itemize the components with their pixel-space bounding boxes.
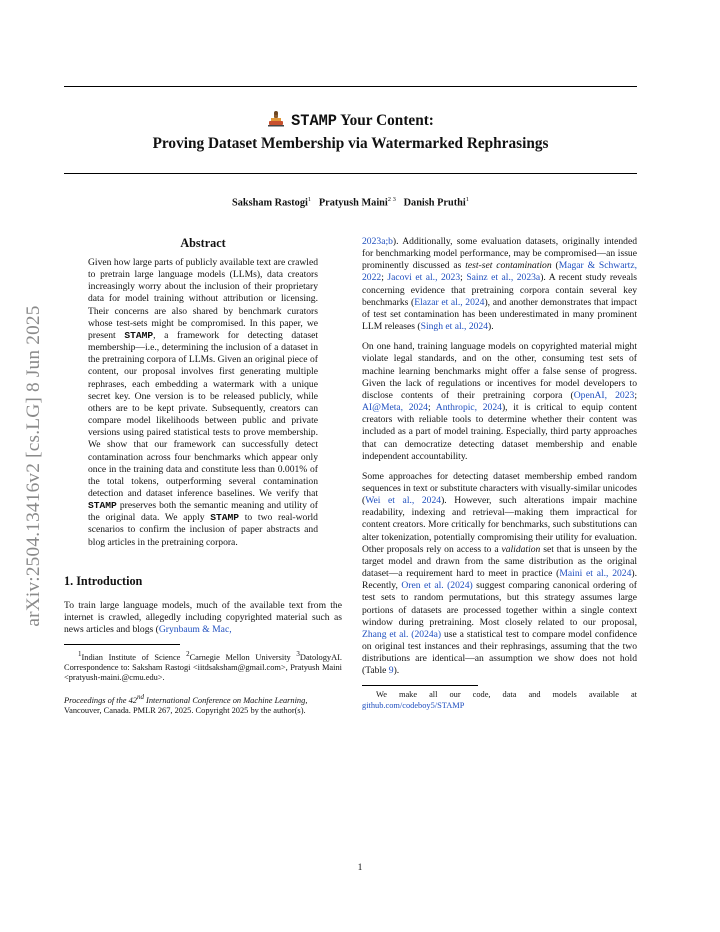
paragraph-text: ). Additionally, some evaluation datasets, originally intended for benchmarking model performance, may be compromised—an issue prominently discussed as [362,236,637,272]
table-reference-link[interactable]: 9 [388,665,394,677]
paper-title-line1 [64,110,637,132]
tool-name: STAMP [88,500,117,512]
paragraph-text: ), and another demonstrates that impact of test set contamination has been underestimated in many prominent LLM releases ( [362,296,638,333]
paragraph-text: use a statistical test to compare model confidence on original test instances and their rephrasings, assuming that the two distributions are identical—an assumption we show does not hold (Table [362,628,637,677]
footnote-rule [362,685,478,686]
author-name: Saksham Rastogi [232,197,308,209]
footnote-text: We make all our code, data and models available at [376,690,637,700]
author-list [64,196,637,208]
citation-link[interactable]: OpenAI, 2023 [573,389,635,401]
proceedings-text: , Vancouver, Canada. PMLR 267, 2025. Copyright 2025 by the author(s). [64,695,308,715]
tool-name: STAMP [291,112,337,130]
proceedings-text: International Conference on Machine Learning [143,695,306,705]
citation-link[interactable]: Sainz et al., 2023a [466,272,541,284]
affiliation-footnote [64,649,342,683]
author-affil: 2 3 [387,196,396,203]
term-italic: validation [501,543,541,555]
citation-link[interactable]: Wei et al., 2024 [365,495,442,507]
paragraph-text: ; [634,389,637,401]
paragraph-text: To train large language models, much of the available text from the internet is crawled, allegedly including copyrighted material such as news articles and blogs ( [64,599,342,636]
intro-paragraph [362,471,637,678]
abstract-heading: Abstract [180,236,226,250]
abstract-text: preserves both the semantic meaning and utility of the original data. We apply [88,500,318,524]
paragraph-text: set that is unseen by the target model and drawn from the same distribution as the original dataset—a requirement hard to meet in practice ( [362,543,637,580]
abstract-body [88,257,318,549]
citation-link[interactable]: Anthropic, 2024 [435,402,502,414]
tool-name: STAMP [210,512,240,524]
right-column [362,236,637,719]
paragraph-text: suggest comparing canonical ordering of test sets to random permutations, but this strategy assumes large portions of datasets are processed together within a single context window during pretraining. Most closely related to our proposal, [362,580,637,628]
paragraph-text: ( [551,260,559,272]
proceedings-text: Proceedings of the 42 [64,695,137,705]
arxiv-identifier[interactable]: arXiv:2504.13416v2 [cs.LG] 8 Jun 2025 [23,305,44,627]
paragraph-text: ). A recent study reveals concerning evidence that pretraining corpora contain several key benchmarks ( [362,272,637,308]
paragraph-text: ). [393,665,400,677]
paper-title-line2: Proving Dataset Membership via Watermarked Rephrasings [152,135,549,152]
abstract-text: Given how large parts of publicly available text are crawled to pretrain large language models (LLMs), data creators increasingly worry about the inclusion of their proprietary data for model training without attribution or licensing. Their concerns are also shared by benchmark curators whose test-sets might be compromised. In this paper, we present [88,257,318,341]
left-column [64,236,342,716]
paragraph-text: Some approaches for detecting dataset membership embed random sequences in text or substitute characters with visually-similar unicodes ( [362,470,637,507]
citation-link[interactable]: Zhang et al. (2024a) [362,628,442,640]
citation-link[interactable]: AI@Meta, 2024 [362,402,428,414]
citation-link[interactable]: Elazar et al., 2024 [414,296,485,308]
github-link[interactable]: github.com/codeboy5/STAMP [362,700,465,710]
footnote-rule [64,644,180,645]
intro-paragraph [362,236,637,333]
paragraph-text: ). Recently, [362,568,637,592]
affil-marker: 3 [296,650,300,659]
section-heading-introduction: 1. Introduction [64,573,143,588]
citation-link[interactable]: Singh et al., 2024 [420,321,489,333]
author-affil: 1 [307,196,312,203]
abstract-text: , a framework for detecting dataset membership—i.e., determining the inclusion of a dataset in the pretraining corpora of LLMs. Given an original piece of content, our proposal involves first generating multiple rephrases, each embedding a watermark with a unique secret key. One version is to be released publicly, while others are to be kept private. Subsequently, creators can compare model likelihoods between public and private versions using paired statistical tests to prove membership. We show that our framework can successfully detect contamination across four benchmarks which appear only once in the training data and constitute less than 0.001% of the total tokens, outperforming several contamination detection and dataset inference baselines. We verify that [88,329,319,499]
author-name: Pratyush Maini [318,197,388,209]
title-rule-top [64,86,637,87]
paragraph-text: ; [460,272,467,284]
paragraph-text: ). However, such alterations impair machine readability, indexing and retrieval—making them impractical for content creators. More critically for benchmarks, such substitutions can alter tokenization, potentially compromising their utility for evaluation. Other proposals rely on access to a [362,495,637,555]
intro-paragraph [362,341,637,463]
citation-link[interactable]: Maini et al., 2024 [559,568,632,580]
tool-name: STAMP [124,329,154,341]
proceedings-sup: nd [136,692,144,701]
citation-link[interactable]: Magar & Schwartz, 2022 [362,260,637,284]
paragraph-text: ; [427,402,436,414]
code-footnote [362,690,637,710]
author-name: Danish Pruthi [403,197,466,209]
affil-text: Carnegie Mellon University [189,653,291,663]
title-line1-rest: Your Content: [340,112,434,129]
paragraph-text: ; [381,272,388,284]
intro-paragraph [64,600,342,636]
citation-link[interactable]: Jacovi et al., 2023 [387,272,461,284]
affil-marker: 1 [78,650,82,659]
paragraph-text: On one hand, training language models on copyrighted material might violate legal standards, and on the other, consuming test sets of machine learning benchmarks might offer a false sense of progress. Given the lack of regulations or incentives for model developers to disclose contents of their pretraining corpora ( [362,341,637,401]
citation-link[interactable]: Oren et al. (2024) [401,580,473,592]
affil-marker: 2 [186,650,190,659]
citation-link[interactable]: Grynbaum & Mac, [158,624,232,636]
stamp-icon [267,111,285,127]
paragraph-text: ), it is critical to equip content creators with reliable tools to determine whether their content was included as a part of model training. Especially, third party approaches that can democratize detecting dataset membership and enable independent accountability. [362,402,637,462]
author-affil: 1 [465,196,469,203]
abstract-text: to two real-world scenarios to confirm the inclusion of paper abstracts and blog articles in the pretraining corpora. [88,512,318,548]
title-rule-bottom [64,173,637,174]
proceedings-note [64,692,342,716]
paragraph-text: ). [488,321,494,333]
page-number: 1 [357,862,363,873]
term-italic: test-set contamination [465,260,552,272]
citation-link[interactable]: 2023a;b [362,236,393,247]
affil-text: DatologyAI. Correspondence to: Saksham Rastogi <iitdsaksham@gmail.com>, Pratyush Maini <pratyush-maini.@cmu.edu>. [64,653,343,683]
affil-text: Indian Institute of Science [81,653,181,663]
